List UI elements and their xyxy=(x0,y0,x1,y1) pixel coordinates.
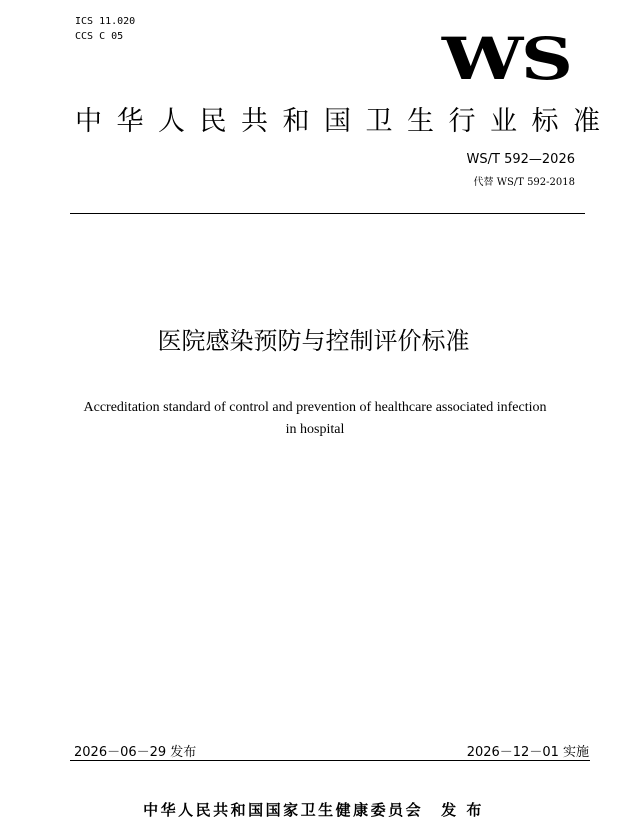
document-title-en xyxy=(60,397,570,441)
industry-standard-title: 中华人民共和国卫生行业标准 xyxy=(75,106,615,137)
classification-codes xyxy=(75,14,135,44)
top-divider xyxy=(70,213,585,214)
implementation-date: 2026－12－01 实施 xyxy=(466,745,589,760)
bottom-divider xyxy=(70,760,590,761)
replaces-standard: 代替 WS/T 592-2018 xyxy=(473,177,575,188)
issuer-action: 发 布 xyxy=(441,801,484,819)
ics-code: ICS 11.020 xyxy=(75,16,136,27)
ws-logo: WS xyxy=(441,25,571,93)
document-title-zh: 医院感染预防与控制评价标准 xyxy=(157,327,470,355)
issue-date: 2026－06－29 发布 xyxy=(74,745,197,760)
issuing-authority xyxy=(0,799,627,820)
title-en-line-1: Accreditation standard of control and prevention of healthcare associated infection xyxy=(83,400,547,415)
ccs-code: CCS C 05 xyxy=(75,31,124,42)
standard-number: WS/T 592—2026 xyxy=(466,152,575,167)
title-en-line-2: in hospital xyxy=(285,422,345,437)
issuer-name: 中华人民共和国国家卫生健康委员会 xyxy=(143,801,424,819)
